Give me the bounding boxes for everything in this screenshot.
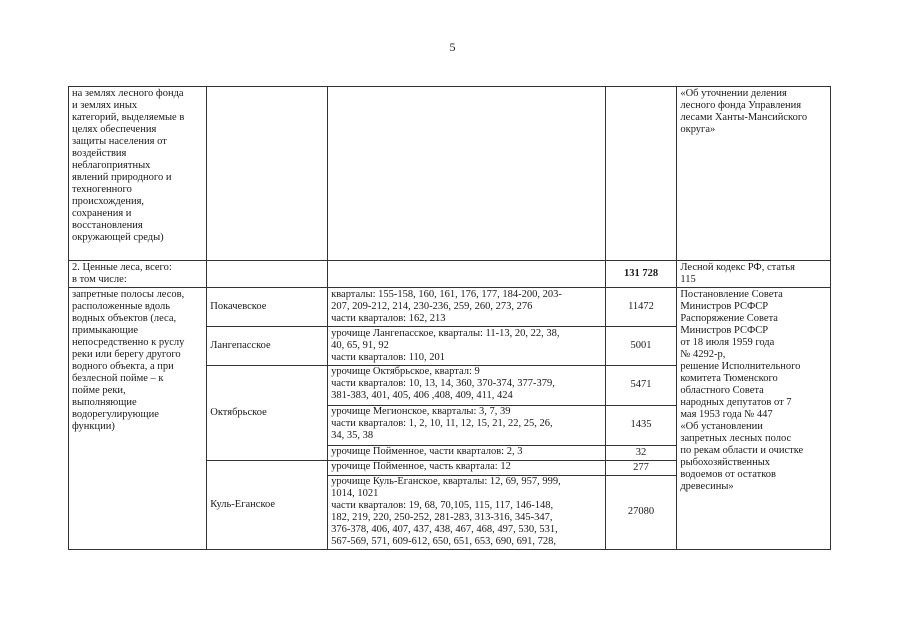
description-kul-egan: урочище Пойменное, часть квартала: 12 урочище Куль-Еганское, кварталы: 12, 69, 957, 999, 1014, 1021 части кварталов: 19, 68, 70,105, 115, 117, 146-148, 182, 219, 220, 250-252, 281-283, 313-316, 345-347, 376-378, 406, 407, 437, 438, 467, 468, 497, 530, 531, 567-569, 571, 609-612, 650, 651, 653, 690, 691, 728, <box>328 461 606 550</box>
description-oktyabrskoe: урочище Октябрьское, квартал: 9 части кварталов: 10, 13, 14, 360, 370-374, 377-379, 381-383, 401, 405, 406 ,408, 409, 411, 424 урочище Мегионское, кварталы: 3, 7, 39 части кварталов: 1, 2, 10, 11, 12, 15, 21, 22, 25, 26, 34, 35, 38 урочище Пойменное, части кварталов: 2, 3 <box>328 366 606 461</box>
table-row <box>69 288 831 327</box>
area-pokachevskoe: 11472 <box>605 288 677 327</box>
cell-category-section: запретные полосы лесов, расположенные вдоль водных объектов (леса, примыкающие непосредственно к руслу реки или берегу другого водного объекта, а при безлесной пойме – к пойме реки, выполняющие водорегулирующие функции) <box>69 288 207 550</box>
cell-basis-section: Постановление Совета Министров РСФСР Распоряжение Совета Министров РСФСР от 18 июля 1959 года № 4292-р, решение Исполнительного комитета Тюменского областного Совета народных депутатов от 7 мая 1953 года № 447 «Об установлении запретных лесных полос по рекам области и очистке рыбохозяйственных водоемов от остатков древесины» <box>677 288 831 550</box>
cell-basis: Лесной кодекс РФ, статья 115 <box>677 261 831 288</box>
forestry-kul-egan: Куль-Еганское <box>207 461 328 550</box>
forestry-langepasskoe: Лангепасское <box>207 327 328 366</box>
forestry-oktyabrskoe: Октябрьское <box>207 366 328 461</box>
description-pokachevskoe: кварталы: 155-158, 160, 161, 176, 177, 184-200, 203- 207, 209-212, 214, 230-236, 259, 260, 273, 276 части кварталов: 162, 213 <box>328 288 606 327</box>
cell-total-area: 131 728 <box>605 261 677 288</box>
area-kul-egan: 277 27080 <box>605 461 677 550</box>
cell-forestry <box>207 87 328 261</box>
cell-basis: «Об уточнении деления лесного фонда Управления лесами Ханты-Мансийского округа» <box>677 87 831 261</box>
area-langepasskoe: 5001 <box>605 327 677 366</box>
cell-forestry <box>207 261 328 288</box>
page-number: 5 <box>449 40 456 54</box>
cell-description <box>328 261 606 288</box>
forest-table <box>68 86 831 550</box>
area-oktyabrskoe: 5471 1435 32 <box>605 366 677 461</box>
cell-area <box>605 87 677 261</box>
forestry-pokachevskoe: Покачевское <box>207 288 328 327</box>
cell-category: 2. Ценные леса, всего: в том числе: <box>69 261 207 288</box>
table-row <box>69 261 831 288</box>
table-row <box>69 87 831 261</box>
cell-category: на землях лесного фонда и землях иных категорий, выделяемые в целях обеспечения защиты населения от воздействия неблагоприятных явлений природного и техногенного происхождения, сохранения и восстановления окружающей среды) <box>69 87 207 261</box>
cell-description <box>328 87 606 261</box>
description-langepasskoe: урочище Лангепасское, кварталы: 11-13, 20, 22, 38, 40, 65, 91, 92 части кварталов: 110, 201 <box>328 327 606 366</box>
